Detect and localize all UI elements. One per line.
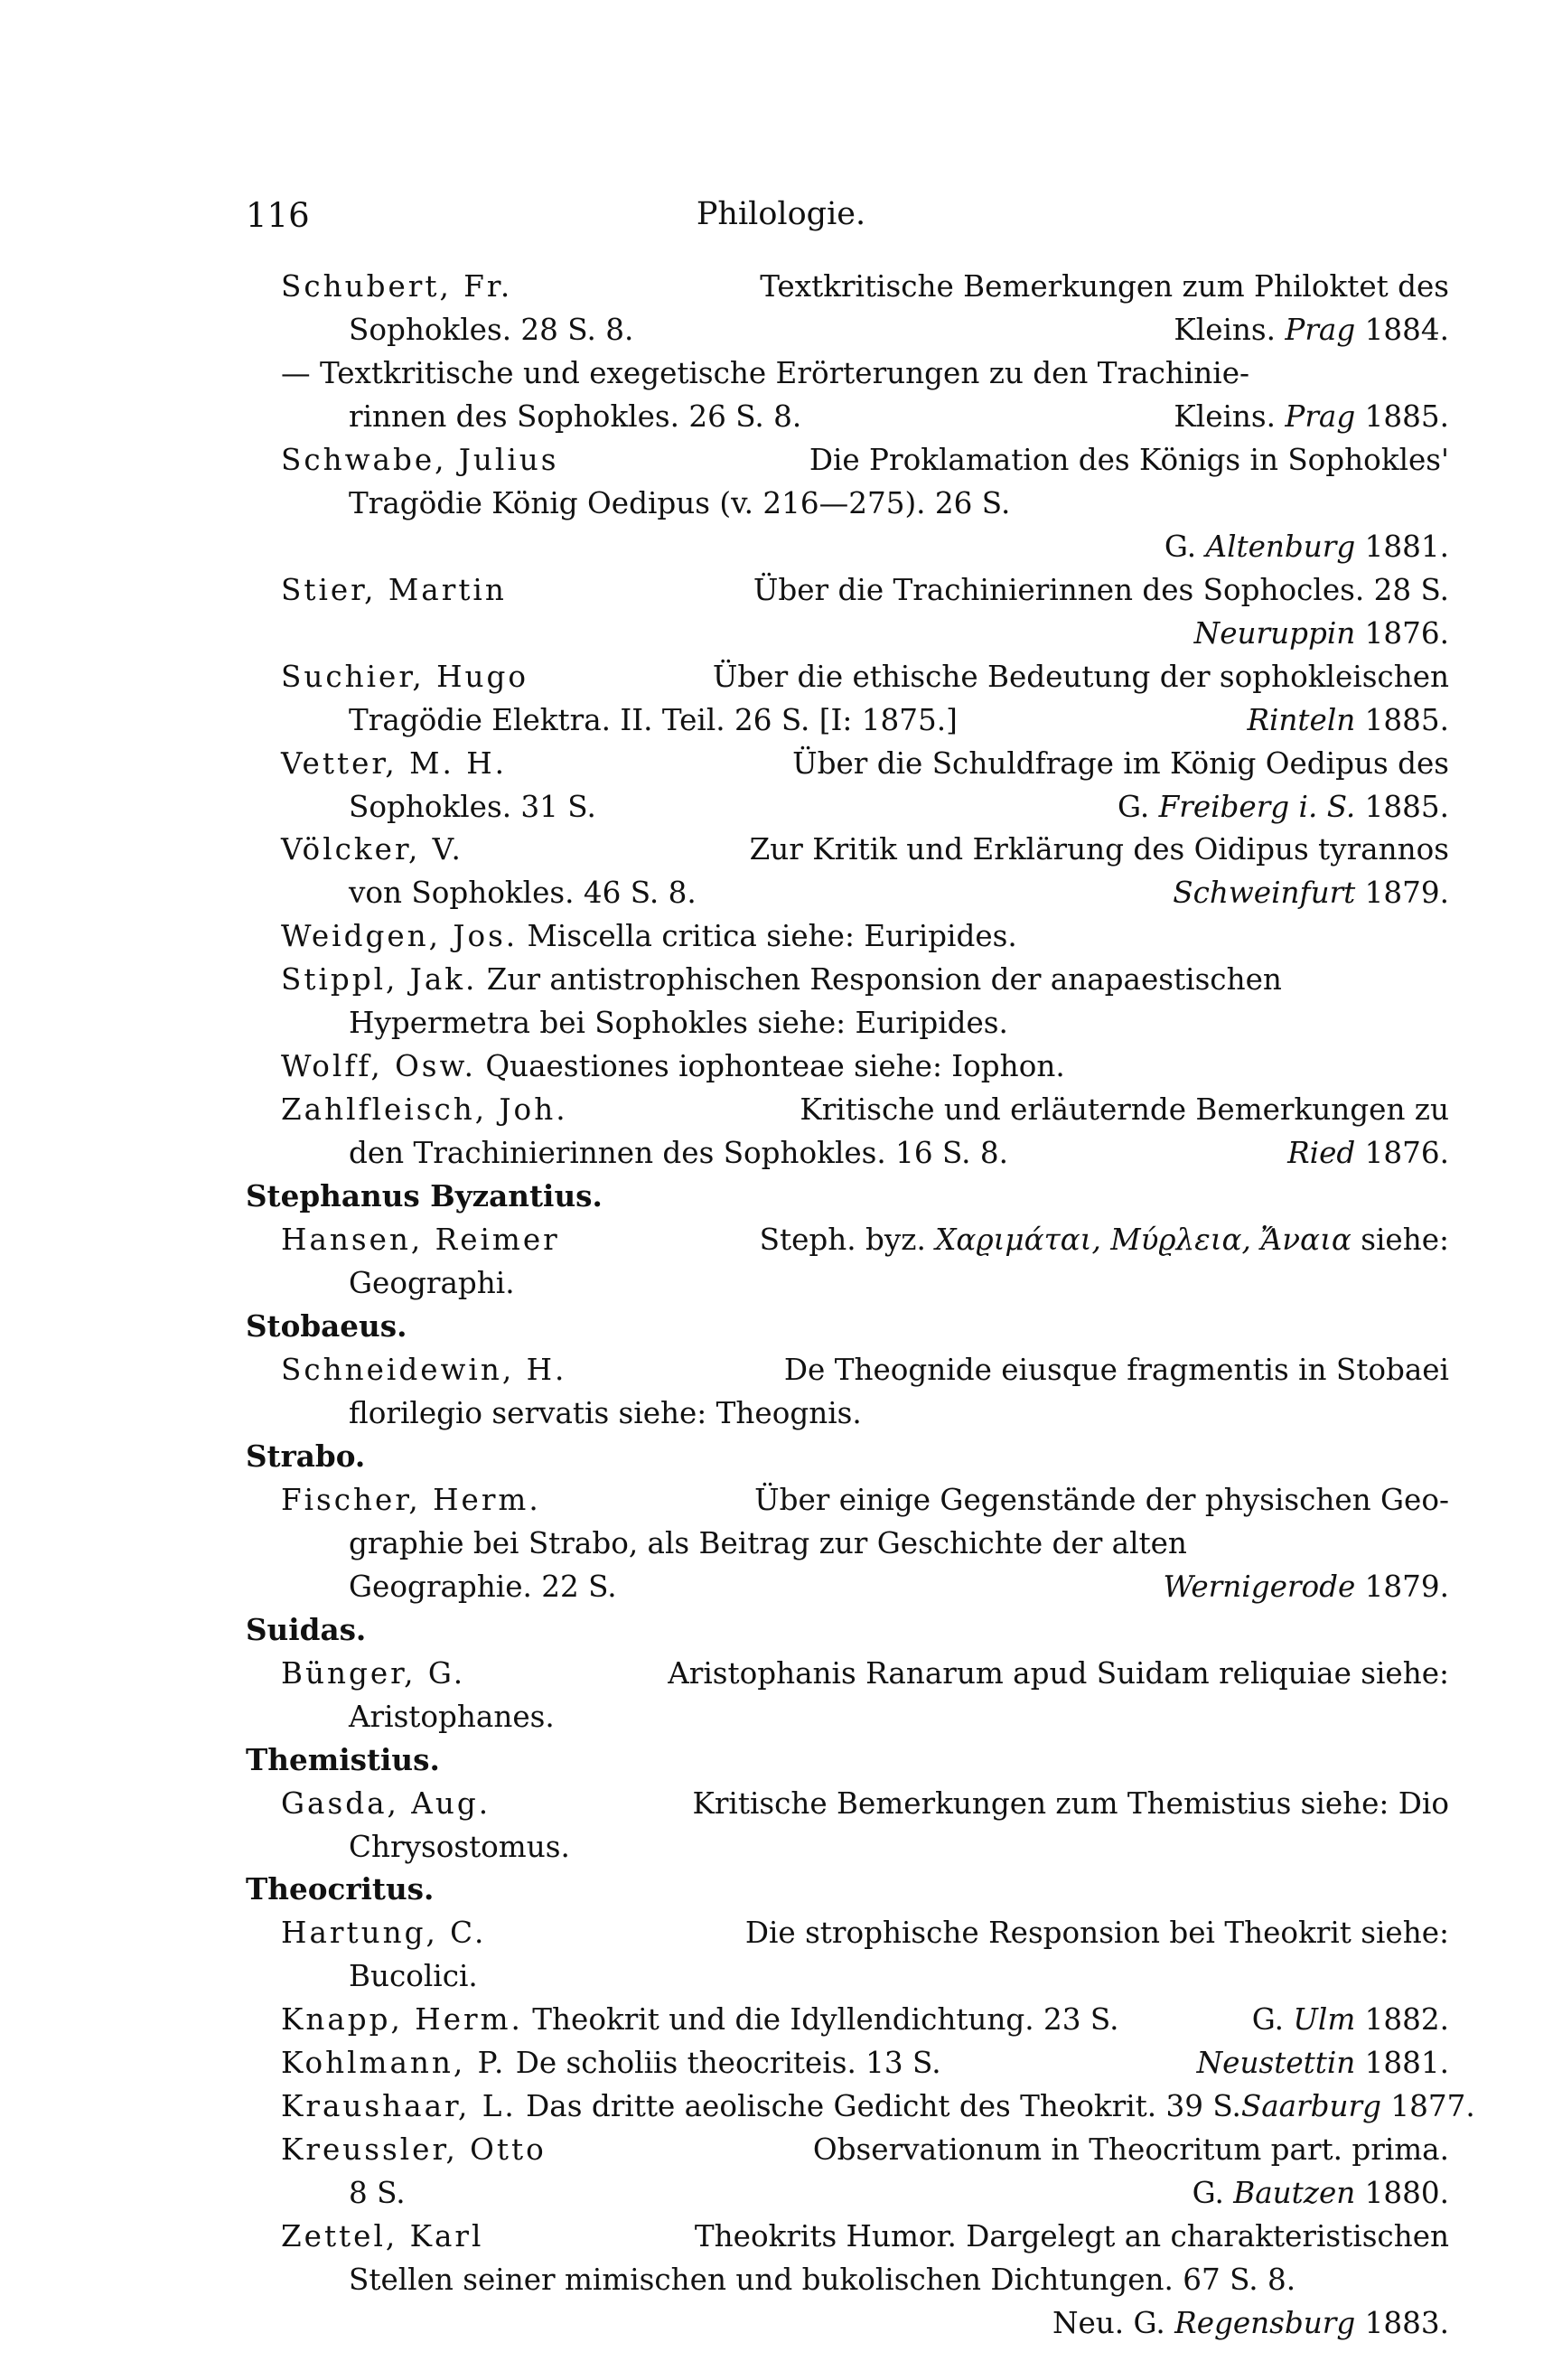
year: 1877. [1390,2089,1475,2124]
entry-continuation: Geographi. [349,1266,515,1301]
year: 1885. [1364,789,1449,824]
entry-line [281,269,1449,304]
entry-line [281,660,1449,694]
entry-title: Das dritte aeolische Gedicht des Theokrit. [526,2089,1157,2124]
author-name: Schneidewin, H. [281,1352,567,1387]
entry-title: Aristophanis Ranarum apud Suidam reliquiae siehe: [668,1655,1449,1691]
entry-title: Kritische Bemerkungen zum Themistius siehe: Dio [692,1785,1449,1821]
author-name: Knapp, Herm. [281,2002,523,2038]
section-heading: Theocritus. [246,1871,435,1907]
author-name: Stier, Martin [281,572,507,607]
entry-title: Zur Kritik und Erklärung des Oidipus tyrannos [749,832,1449,867]
place: Freiberg i. S. [1158,789,1356,824]
entry-title: Quaestiones iophonteae siehe: Iophon. [485,1049,1065,1084]
entry-title: Kritische und erläuternde Bemerkungen zu [800,1092,1449,1128]
entry-title: Theokrit und die Idyllendichtung. 23 S. [532,2002,1119,2038]
publisher: G. [1251,2002,1285,2038]
entry-line [281,2002,1449,2037]
entry-line [349,2176,1449,2210]
page-number: 116 [246,196,310,235]
author-name: Gasda, Aug. [281,1785,491,1821]
entry-line [281,573,1449,607]
place: Rinteln [1247,702,1356,737]
entry-continuation: Stellen seiner mimischen und bukolischen Dichtungen. 67 S. 8. [349,2263,1296,2298]
year: 1879. [1364,1569,1449,1604]
entry-line [349,790,1449,824]
entry-line [349,313,1449,347]
author-name: Suchier, Hugo [281,659,529,694]
imprint [1164,529,1449,564]
entry-line [349,2263,1295,2297]
entry-line [349,399,1449,434]
place: Ulm [1293,2002,1356,2038]
section-heading: Themistius. [246,1741,440,1777]
entry-line [281,832,1449,867]
year: 1876. [1364,615,1449,651]
entry-line [281,1049,1065,1083]
entry-line [281,1786,1449,1821]
author-name: Zettel, Karl [281,2219,484,2254]
author-name: Zahlfleisch, Joh. [281,1092,568,1128]
year: 1881. [1364,2046,1449,2081]
running-title: Philologie. [696,196,866,232]
entry-title: Die strophische Responsion bei Theokrit siehe: [744,1916,1449,1951]
entry-continuation: Hypermetra bei Sophokles siehe: Euripides. [349,1006,1008,1041]
place: Regensburg [1174,2306,1356,2341]
place: Bautzen [1233,2176,1356,2211]
year: 1876. [1364,1136,1449,1171]
entry-continuation: Sophokles. 31 S. [349,789,596,824]
entry-line [281,1092,1449,1127]
place: Ried [1287,1136,1356,1171]
publisher: Neu. G. [1052,2306,1165,2341]
year: 1880. [1364,2176,1449,2211]
year: 1883. [1364,2306,1449,2341]
entry-line [281,356,1449,390]
author-name: Schubert, Fr. [281,269,513,304]
author-name: Kreussler, Otto [281,2132,547,2168]
place: Wernigerode [1163,1569,1356,1604]
place: Saarburg [1240,2089,1382,2124]
author-name: Stippl, Jak. [281,962,478,998]
entry-title: Über einige Gegenstände der physischen Geo- [754,1482,1449,1517]
entry-line [349,876,1449,910]
author-name: Hartung, C. [281,1916,487,1951]
entry-title: Miscella critica siehe: Euripides. [527,919,1017,954]
entry-continuation: 39 S. [1165,2089,1241,2124]
entry-title: De Theognide eiusque fragmentis in Stobaei [783,1352,1449,1387]
entry-title: Zur antistrophischen Responsion der anapaestischen [486,962,1282,998]
author-name: Kohlmann, P. [281,2046,507,2081]
greek-terms: Χαϱιμάται, Μύϱλεια, Ἄναια [935,1223,1352,1258]
section-heading: Suidas. [246,1611,367,1647]
entry-line [349,1136,1449,1170]
entry-continuation: Geographie. 22 S. [349,1569,617,1604]
author-name: Kraushaar, L. [281,2089,517,2124]
author-name: Weidgen, Jos. [281,919,519,954]
entry-line [1052,2306,1449,2340]
entry-line [281,2219,1449,2254]
place: Schweinfurt [1173,876,1356,911]
year: 1879. [1364,876,1449,911]
entry-line [281,919,1017,953]
publisher: G. [1117,789,1150,824]
entry-line [349,703,1449,737]
entry-title: Theokrits Humor. Dargelegt an charakteristischen [694,2219,1449,2254]
entry-line [281,962,1282,997]
entry-line [281,1353,1449,1387]
publisher: Kleins. [1174,398,1277,434]
entry-title: Steph. byz. [759,1223,926,1258]
entry-line [349,1569,1449,1604]
year: 1884. [1364,312,1449,347]
entry-continuation: Chrysostomus. [349,1829,570,1864]
entry-title: Über die ethische Bedeutung der sophokleischen [712,659,1449,694]
entry-continuation: Tragödie König Oedipus (v. 216—275). 26 S. [349,485,1011,520]
imprint [1194,616,1449,651]
year: 1885. [1364,398,1449,434]
entry-title-tail: siehe: [1361,1223,1449,1258]
author-name: Hansen, Reimer [281,1223,560,1258]
year: 1885. [1364,702,1449,737]
entry-line [281,2046,1449,2080]
entry-title: Observationum in Theocritum part. prima. [812,2132,1449,2168]
entry-line [281,2089,1475,2124]
entry-continuation: Aristophanes. [349,1699,555,1734]
place: Neustettin [1196,2046,1356,2081]
publisher: G. [1192,2176,1224,2211]
entry-title: Über die Trachinierinnen des Sophocles. 28 S. [753,572,1449,607]
entry-line [281,1223,1449,1257]
place: Prag [1285,312,1356,347]
year: 1881. [1364,529,1449,564]
entry-title: Textkritische Bemerkungen zum Philoktet des [760,269,1449,304]
section-heading: Strabo. [246,1438,366,1474]
entry-line [281,1916,1449,1950]
entry-line [281,1656,1449,1691]
author-name: Völcker, V. [281,832,463,867]
entry-line [281,2132,1449,2167]
publisher: Kleins. [1174,312,1277,347]
entry-title: Die Proklamation des Königs in Sophokles' [809,442,1449,477]
year: 1882. [1364,2002,1449,2038]
publisher: G. [1164,529,1197,564]
entry-line [281,746,1449,781]
entry-continuation: von Sophokles. 46 S. 8. [349,876,697,911]
author-name: Vetter, M. H. [281,745,508,781]
section-heading: Stobaeus. [246,1308,407,1344]
entry-continuation: 8 S. [349,2176,406,2211]
author-name: Schwabe, Julius [281,442,559,477]
place: Neuruppin [1193,615,1356,651]
entry-line [281,1483,1449,1517]
entry-continuation: Bucolici. [349,1959,478,1994]
place: Altenburg [1205,529,1356,564]
entry-continuation: rinnen des Sophokles. 26 S. 8. [349,398,802,434]
entry-line [281,443,1449,477]
entry-continuation: Tragödie Elektra. II. Teil. 26 S. [I: 1875.] [349,702,958,737]
entry-title: Über die Schuldfrage im König Oedipus des [792,745,1449,781]
author-name: Bünger, G. [281,1655,466,1691]
entry-title: — Textkritische und exegetische Erörterungen zu den Trachinie- [281,355,1250,390]
entry-title: De scholiis theocriteis. 13 S. [515,2046,941,2081]
entry-continuation: den Trachinierinnen des Sophokles. 16 S. 8. [349,1136,1009,1171]
entry-continuation: Sophokles. 28 S. 8. [349,312,634,347]
author-name: Wolff, Osw. [281,1049,476,1084]
entry-continuation: florilegio servatis siehe: Theognis. [349,1395,862,1430]
entry-continuation: graphie bei Strabo, als Beitrag zur Geschichte der alten [349,1525,1187,1560]
author-name: Fischer, Herm. [281,1482,541,1517]
place: Prag [1285,398,1356,434]
section-heading: Stephanus Byzantius. [246,1178,603,1214]
entry-line [349,1526,1449,1560]
